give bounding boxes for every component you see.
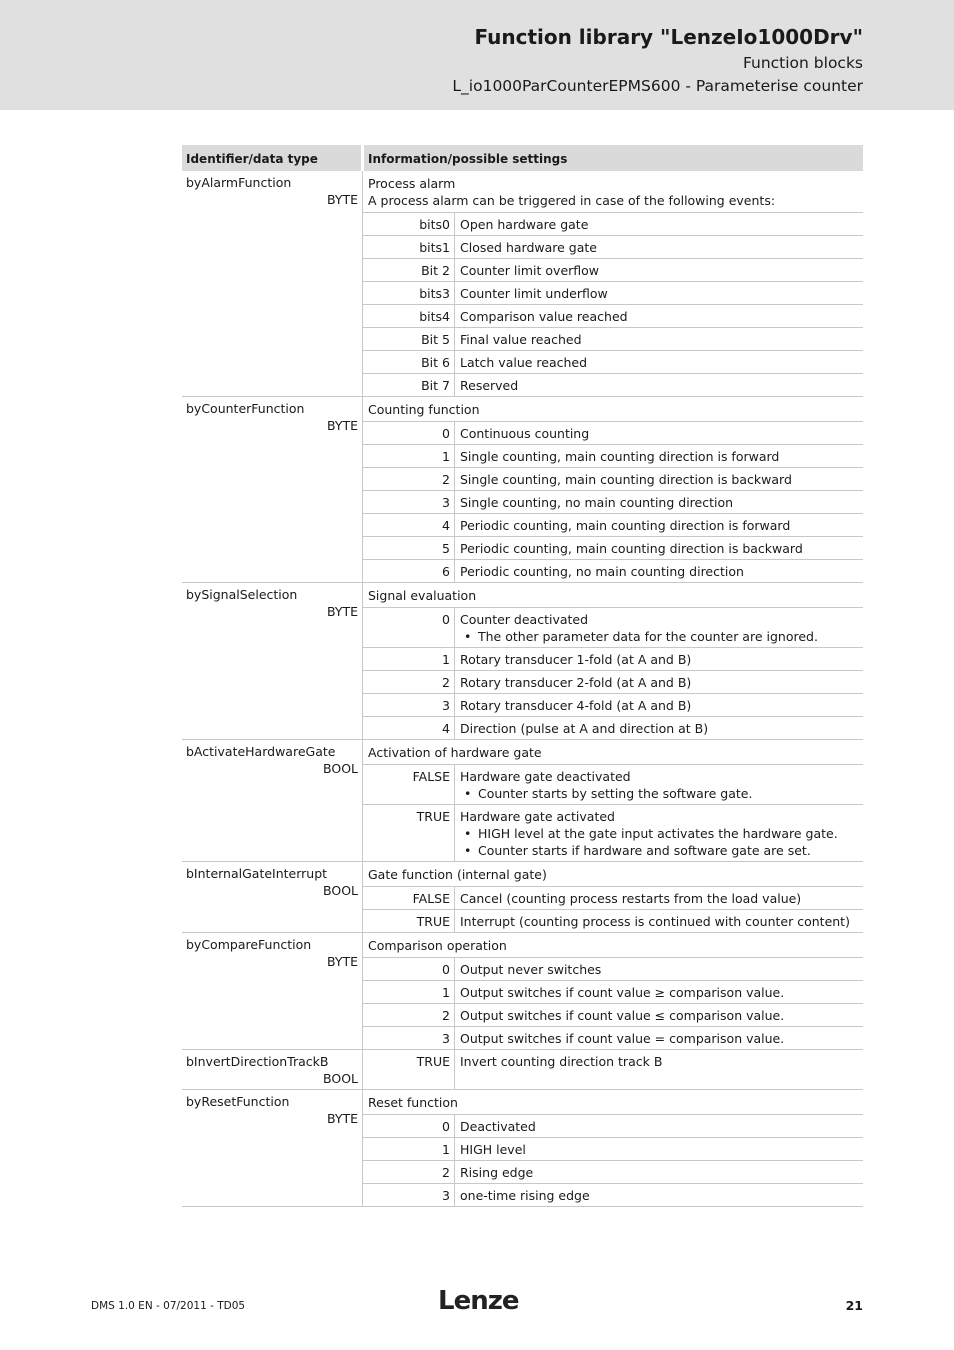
setting-meaning-text: Hardware gate activated xyxy=(460,809,615,824)
parameter-table xyxy=(182,145,863,1207)
column-header-information: Information/possible settings xyxy=(364,145,863,171)
information-cell xyxy=(363,397,863,582)
data-type: BYTE xyxy=(326,604,358,619)
setting-row xyxy=(363,717,863,739)
setting-row xyxy=(363,259,863,282)
param-group xyxy=(182,583,863,740)
setting-meaning xyxy=(455,717,708,739)
setting-value: 6 xyxy=(363,560,455,582)
setting-value: TRUE xyxy=(363,910,455,932)
identifier-name: byResetFunction xyxy=(186,1094,290,1109)
setting-meaning-text: Latch value reached xyxy=(460,355,588,370)
setting-row xyxy=(363,648,863,671)
parameter-description xyxy=(363,740,863,765)
setting-value: Bit 5 xyxy=(363,328,455,350)
parameter-description xyxy=(363,862,863,887)
setting-row xyxy=(363,491,863,514)
identifier-name: byAlarmFunction xyxy=(186,175,292,190)
setting-meaning-text: Output never switches xyxy=(460,962,602,977)
setting-meaning-text: one-time rising edge xyxy=(460,1188,590,1203)
setting-value: 3 xyxy=(363,1027,455,1049)
setting-value: 0 xyxy=(363,422,455,444)
setting-meaning-text: Rising edge xyxy=(460,1165,534,1180)
setting-meaning-text: Single counting, no main counting direction xyxy=(460,495,734,510)
setting-row xyxy=(363,958,863,981)
setting-value: Bit 2 xyxy=(363,259,455,281)
setting-row xyxy=(363,1115,863,1138)
bullet-item: • Counter starts if hardware and software gate are set. xyxy=(460,842,838,859)
setting-row xyxy=(363,537,863,560)
setting-value: TRUE xyxy=(363,805,455,861)
data-type: BYTE xyxy=(326,1111,358,1126)
parameter-description xyxy=(363,1090,863,1115)
identifier-name: bInvertDirectionTrackB xyxy=(186,1054,329,1069)
setting-meaning xyxy=(455,765,752,804)
setting-meaning xyxy=(455,236,597,258)
setting-meaning xyxy=(455,537,803,559)
setting-meaning-text: Cancel (counting process restarts from the load value) xyxy=(460,891,802,906)
param-group xyxy=(182,740,863,862)
setting-value: 1 xyxy=(363,1138,455,1160)
data-type: BOOL xyxy=(323,1071,358,1086)
bullet-item: • The other parameter data for the counter are ignored. xyxy=(460,628,818,645)
setting-row xyxy=(363,1027,863,1049)
setting-value: 1 xyxy=(363,445,455,467)
setting-meaning-text: Closed hardware gate xyxy=(460,240,597,255)
description-line: Comparison operation xyxy=(368,938,507,953)
data-type: BYTE xyxy=(326,954,358,969)
data-type: BYTE xyxy=(326,418,358,433)
setting-meaning xyxy=(455,259,599,281)
identifier-cell xyxy=(182,933,363,1049)
setting-row xyxy=(363,374,863,396)
lenze-logo: Lenze xyxy=(438,1286,519,1316)
setting-value: bits1 xyxy=(363,236,455,258)
setting-meaning-text: Continuous counting xyxy=(460,426,590,441)
description-line: Process alarm xyxy=(368,176,456,191)
setting-meaning-text: Open hardware gate xyxy=(460,217,589,232)
setting-row xyxy=(363,514,863,537)
setting-meaning xyxy=(455,351,587,373)
setting-meaning xyxy=(455,608,818,647)
param-group xyxy=(182,933,863,1050)
column-header-identifier: Identifier/data type xyxy=(182,145,361,171)
setting-meaning xyxy=(455,1161,533,1183)
identifier-name: bySignalSelection xyxy=(186,587,298,602)
setting-row xyxy=(363,981,863,1004)
identifier-name: byCounterFunction xyxy=(186,401,305,416)
setting-row xyxy=(363,1161,863,1184)
setting-value: Bit 7 xyxy=(363,374,455,396)
setting-value: Bit 6 xyxy=(363,351,455,373)
information-cell xyxy=(363,862,863,932)
setting-meaning-text: Rotary transducer 2-fold (at A and B) xyxy=(460,675,692,690)
setting-value: 3 xyxy=(363,491,455,513)
param-group xyxy=(182,171,863,397)
identifier-cell xyxy=(182,583,363,739)
setting-meaning-text: Reserved xyxy=(460,378,519,393)
param-group xyxy=(182,1050,863,1090)
parameter-description xyxy=(363,583,863,608)
page-title: Function library "LenzeIo1000Drv" xyxy=(474,25,863,49)
setting-value: 2 xyxy=(363,1161,455,1183)
setting-row xyxy=(363,236,863,259)
setting-meaning xyxy=(455,805,838,861)
setting-meaning xyxy=(455,1027,784,1049)
setting-value: bits3 xyxy=(363,282,455,304)
setting-value: 5 xyxy=(363,537,455,559)
setting-value: 4 xyxy=(363,514,455,536)
description-line: Reset function xyxy=(368,1095,458,1110)
description-line: Signal evaluation xyxy=(368,588,477,603)
setting-meaning xyxy=(455,445,779,467)
setting-meaning xyxy=(455,282,608,304)
setting-value: 1 xyxy=(363,648,455,670)
param-group xyxy=(182,862,863,933)
setting-row xyxy=(363,422,863,445)
subsection-title: L_io1000ParCounterEPMS600 - Parameterise counter xyxy=(452,77,863,95)
setting-row xyxy=(363,1050,863,1089)
page-number: 21 xyxy=(845,1298,863,1313)
setting-value: 0 xyxy=(363,1115,455,1137)
information-cell xyxy=(363,933,863,1049)
setting-meaning xyxy=(455,887,801,909)
setting-meaning xyxy=(455,648,691,670)
setting-meaning xyxy=(455,422,589,444)
setting-meaning-text: Counter limit overflow xyxy=(460,263,600,278)
data-type: BOOL xyxy=(323,883,358,898)
setting-value: 2 xyxy=(363,1004,455,1026)
description-line: Activation of hardware gate xyxy=(368,745,542,760)
setting-meaning xyxy=(455,1115,536,1137)
setting-row xyxy=(363,560,863,582)
information-cell xyxy=(363,1090,863,1206)
setting-value: 0 xyxy=(363,958,455,980)
section-title: Function blocks xyxy=(742,54,863,72)
setting-row xyxy=(363,213,863,236)
setting-meaning xyxy=(455,468,792,490)
page-header xyxy=(0,0,954,110)
identifier-cell xyxy=(182,171,363,396)
identifier-cell xyxy=(182,740,363,861)
setting-meaning xyxy=(455,328,582,350)
setting-meaning xyxy=(455,305,628,327)
setting-row xyxy=(363,910,863,932)
bullet-item: • HIGH level at the gate input activates the hardware gate. xyxy=(460,825,838,842)
table-header xyxy=(182,145,863,171)
setting-meaning-text: Rotary transducer 1-fold (at A and B) xyxy=(460,652,692,667)
data-type: BOOL xyxy=(323,761,358,776)
setting-meaning xyxy=(455,213,588,235)
setting-meaning-text: Output switches if count value = comparison value. xyxy=(460,1031,785,1046)
information-cell xyxy=(363,583,863,739)
parameter-description xyxy=(363,171,863,213)
setting-meaning xyxy=(455,981,784,1003)
setting-row xyxy=(363,468,863,491)
setting-value: 2 xyxy=(363,671,455,693)
information-cell xyxy=(363,1050,863,1089)
setting-meaning-text: Periodic counting, no main counting direction xyxy=(460,564,744,579)
setting-row xyxy=(363,1004,863,1027)
parameter-description xyxy=(363,933,863,958)
information-cell xyxy=(363,740,863,861)
identifier-cell xyxy=(182,1090,363,1206)
setting-value: 0 xyxy=(363,608,455,647)
setting-meaning xyxy=(455,958,601,980)
setting-meaning-text: HIGH level xyxy=(460,1142,526,1157)
setting-meaning-text: Periodic counting, main counting direction is backward xyxy=(460,541,803,556)
identifier-cell xyxy=(182,397,363,582)
description-line: A process alarm can be triggered in case of the following events: xyxy=(368,193,776,208)
setting-row xyxy=(363,351,863,374)
identifier-cell xyxy=(182,1050,363,1089)
setting-row xyxy=(363,694,863,717)
identifier-name: byCompareFunction xyxy=(186,937,312,952)
setting-meaning xyxy=(455,1050,662,1089)
param-group xyxy=(182,1090,863,1207)
setting-value: 2 xyxy=(363,468,455,490)
setting-value: bits0 xyxy=(363,213,455,235)
setting-meaning-text: Deactivated xyxy=(460,1119,536,1134)
setting-row xyxy=(363,887,863,910)
setting-meaning-text: Comparison value reached xyxy=(460,309,628,324)
setting-meaning-text: Output switches if count value ≥ comparison value. xyxy=(460,985,785,1000)
setting-value: 1 xyxy=(363,981,455,1003)
setting-value: 3 xyxy=(363,694,455,716)
description-line: Counting function xyxy=(368,402,480,417)
parameter-description xyxy=(363,397,863,422)
identifier-name: bInternalGateInterrupt xyxy=(186,866,328,881)
setting-value: 3 xyxy=(363,1184,455,1206)
setting-row xyxy=(363,282,863,305)
bullet-item: • Counter starts by setting the software gate. xyxy=(460,785,752,802)
setting-row xyxy=(363,765,863,805)
setting-row xyxy=(363,608,863,648)
setting-row xyxy=(363,305,863,328)
setting-meaning-text: Counter limit underflow xyxy=(460,286,608,301)
setting-meaning xyxy=(455,694,691,716)
identifier-cell xyxy=(182,862,363,932)
setting-meaning-text: Invert counting direction track B xyxy=(460,1054,663,1069)
setting-meaning-text: Periodic counting, main counting direction is forward xyxy=(460,518,791,533)
description-line: Gate function (internal gate) xyxy=(368,867,547,882)
setting-row xyxy=(363,805,863,861)
setting-row xyxy=(363,1138,863,1161)
setting-value: FALSE xyxy=(363,765,455,804)
setting-meaning-text: Rotary transducer 4-fold (at A and B) xyxy=(460,698,692,713)
information-cell xyxy=(363,171,863,396)
setting-meaning xyxy=(455,671,691,693)
setting-meaning-text: Interrupt (counting process is continued with counter content) xyxy=(460,914,850,929)
setting-meaning xyxy=(455,1138,526,1160)
param-group xyxy=(182,397,863,583)
setting-value: FALSE xyxy=(363,887,455,909)
setting-row xyxy=(363,671,863,694)
setting-meaning-text: Single counting, main counting direction is backward xyxy=(460,472,792,487)
setting-row xyxy=(363,1184,863,1206)
identifier-name: bActivateHardwareGate xyxy=(186,744,336,759)
setting-meaning xyxy=(455,910,850,932)
setting-row xyxy=(363,328,863,351)
setting-meaning xyxy=(455,1004,784,1026)
setting-meaning xyxy=(455,491,733,513)
document-id: DMS 1.0 EN - 07/2011 - TD05 xyxy=(91,1300,246,1312)
setting-value: 4 xyxy=(363,717,455,739)
setting-meaning xyxy=(455,560,744,582)
setting-meaning-text: Single counting, main counting direction is forward xyxy=(460,449,780,464)
data-type: BYTE xyxy=(326,192,358,207)
setting-row xyxy=(363,445,863,468)
setting-meaning-text: Hardware gate deactivated xyxy=(460,769,631,784)
setting-meaning-text: Output switches if count value ≤ comparison value. xyxy=(460,1008,785,1023)
setting-meaning-text: Counter deactivated xyxy=(460,612,589,627)
setting-value: TRUE xyxy=(363,1050,455,1089)
setting-value: bits4 xyxy=(363,305,455,327)
setting-meaning-text: Direction (pulse at A and direction at B) xyxy=(460,721,709,736)
setting-meaning xyxy=(455,514,790,536)
setting-meaning xyxy=(455,374,518,396)
setting-meaning xyxy=(455,1184,590,1206)
setting-meaning-text: Final value reached xyxy=(460,332,582,347)
